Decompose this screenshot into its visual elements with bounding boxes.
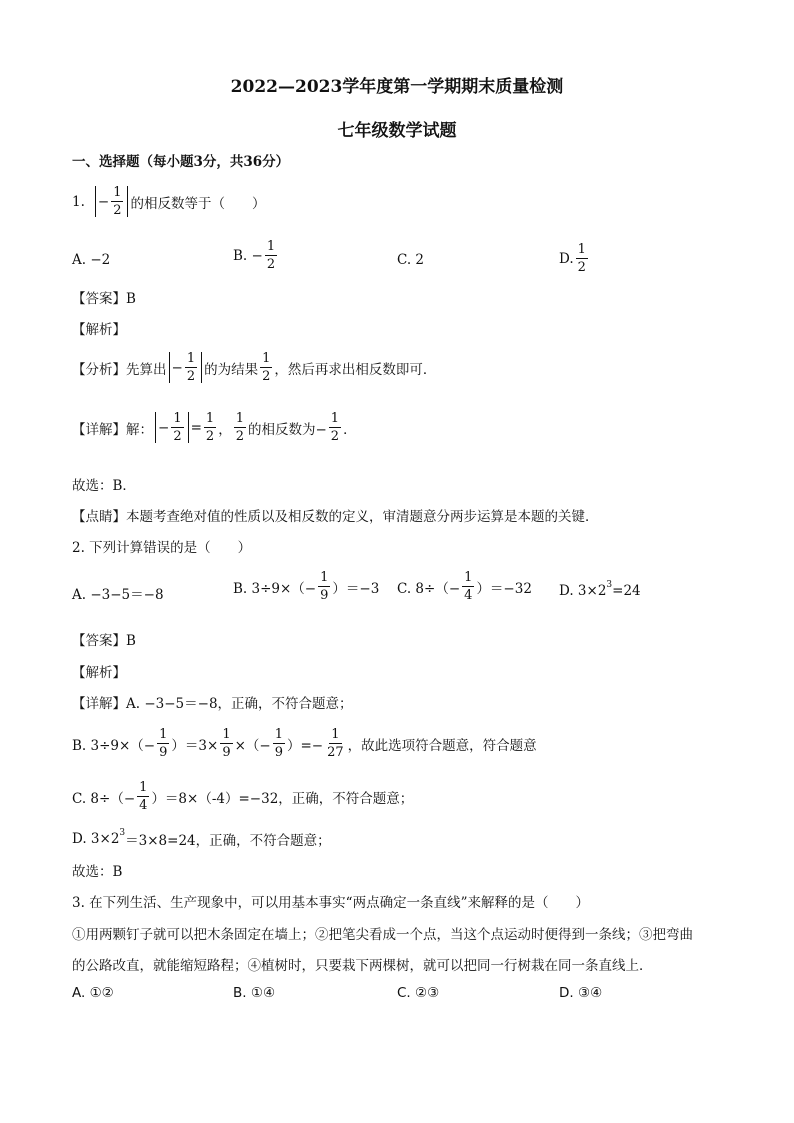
question-number: 1. — [72, 193, 85, 210]
q1-answer: 【答案】B — [72, 291, 136, 307]
option-text: B. 3÷9×（− — [233, 580, 317, 597]
fraction — [204, 412, 216, 443]
minus-sign: − — [158, 419, 170, 436]
text: ）＝8×（-4）=−32，正确，不符合题意； — [151, 790, 414, 807]
denominator: 9 — [222, 745, 231, 760]
option-text: =24 — [612, 583, 641, 599]
exponent: 3 — [606, 580, 613, 590]
fraction — [260, 352, 272, 383]
text: ）＝3× — [171, 737, 219, 754]
text: ×（− — [234, 737, 271, 754]
fraction — [137, 781, 149, 812]
q3-option-d: D. ③④ — [559, 985, 603, 1001]
q2-option-b — [233, 571, 379, 602]
text: C. 8÷（− — [72, 790, 136, 807]
denominator: 2 — [577, 260, 586, 275]
denominator: 4 — [464, 588, 473, 603]
q2-detail-c — [72, 781, 413, 812]
denominator: 2 — [186, 369, 196, 384]
numerator: 1 — [464, 570, 473, 585]
denominator: 9 — [274, 745, 283, 760]
text: 【分析】先算出 — [72, 361, 167, 378]
text: 的相反数为− — [247, 421, 327, 438]
numerator: 1 — [330, 411, 340, 426]
question-text: 的相反数等于（ ） — [130, 195, 266, 212]
numerator: 1 — [262, 351, 271, 366]
q1-fenxi — [72, 352, 436, 383]
denominator: 2 — [173, 429, 182, 444]
numerator: 1 — [320, 570, 329, 585]
question-2-stem: 2. 下列计算错误的是（ ） — [72, 540, 252, 556]
minus-sign: − — [171, 359, 183, 376]
minus-sign: − — [97, 193, 110, 210]
option-text: ）＝−3 — [332, 580, 380, 597]
document-page — [72, 0, 722, 1123]
option-text: C. 8÷（− — [397, 580, 461, 597]
numerator: 1 — [113, 185, 122, 200]
q2-option-c — [397, 571, 532, 602]
q3-option-a: A. ①② — [72, 985, 114, 1001]
fraction — [318, 571, 330, 602]
option-text: ）＝−32 — [476, 580, 532, 597]
denominator: 2 — [262, 369, 271, 384]
question-3-body-line-2: 的公路改直，就能缩短路程；④植树时，只要栽下两棵树，就可以把同一行树栽在同一条直线上． — [72, 958, 653, 974]
question-3-stem: 3. 在下列生活、生产现象中，可以用基本事实“两点确定一条直线”来解释的是（ ） — [72, 895, 589, 911]
denominator: 9 — [159, 745, 168, 760]
text: D. 3×2 — [72, 831, 120, 847]
q1-analysis-label: 【解析】 — [72, 322, 126, 338]
absolute-value-expression — [95, 186, 129, 217]
numerator: 1 — [331, 727, 340, 742]
text: ＝3×8=24，正确，不符合题意； — [125, 833, 331, 849]
numerator: 1 — [205, 411, 215, 426]
fraction — [462, 571, 474, 602]
q3-option-c: C. ②③ — [397, 985, 440, 1001]
numerator: 1 — [173, 411, 182, 426]
numerator: 1 — [266, 239, 276, 254]
numerator: 1 — [235, 411, 244, 426]
q2-detail-d — [72, 829, 331, 849]
exponent: 3 — [119, 828, 126, 838]
fraction — [220, 728, 232, 759]
fraction — [185, 352, 197, 383]
numerator: 1 — [186, 351, 196, 366]
q1-option-b — [233, 240, 279, 271]
document-subtitle: 七年级数学试题 — [337, 121, 457, 141]
denominator: 4 — [139, 798, 148, 813]
q3-option-b: B. ①④ — [233, 985, 276, 1001]
q1-option-c: C. 2 — [397, 252, 425, 268]
denominator: 2 — [266, 257, 276, 272]
fraction — [111, 186, 123, 217]
q1-option-d — [559, 243, 590, 274]
text: ． — [343, 421, 357, 438]
text: ，然后再求出相反数即可． — [274, 361, 437, 378]
q2-analysis-label: 【解析】 — [72, 665, 126, 681]
q1-detail — [72, 412, 357, 443]
q2-choose: 故选：B — [72, 864, 123, 880]
denominator: 27 — [327, 745, 344, 760]
option-text: D. 3×2 — [559, 583, 607, 599]
numerator: 1 — [159, 727, 168, 742]
q2-detail-b — [72, 728, 537, 759]
question-3-body-line-1: ①用两颗钉子就可以把木条固定在墙上；②把笔尖看成一个点，当这个点运动时便得到一条线；③把弯曲 — [72, 927, 693, 943]
absolute-value-expression — [155, 412, 189, 443]
numerator: 1 — [577, 242, 586, 257]
numerator: 1 — [274, 727, 283, 742]
fraction — [576, 243, 588, 274]
text: 【详解】解： — [72, 421, 153, 438]
q1-option-a: A. −2 — [72, 252, 111, 268]
denominator: 9 — [320, 588, 329, 603]
document-title: 2022—2023学年度第一学期期末质量检测 — [230, 77, 564, 97]
fraction — [265, 240, 277, 271]
option-label: D. — [559, 250, 574, 267]
numerator: 1 — [222, 727, 231, 742]
q2-answer: 【答案】B — [72, 633, 136, 649]
denominator: 2 — [330, 429, 340, 444]
option-label: B. − — [233, 247, 263, 264]
section-heading: 一、选择题（每小题3分，共36分） — [72, 154, 290, 170]
absolute-value-expression — [169, 352, 203, 383]
text: ， — [218, 421, 232, 438]
q1-choose: 故选：B． — [72, 478, 136, 494]
q2-detail-a: 【详解】A. −3−5＝−8，正确，不符合题意； — [72, 696, 353, 712]
numerator: 1 — [139, 780, 148, 795]
text: ）=− — [287, 737, 324, 754]
q1-dianjing: 【点睛】本题考查绝对值的性质以及相反数的定义，审清题意分两步运算是本题的关键． — [72, 509, 599, 525]
fraction — [273, 728, 285, 759]
equals-sign: = — [190, 419, 202, 436]
fraction — [325, 728, 346, 759]
text: B. 3÷9×（− — [72, 737, 156, 754]
text: ，故此选项符合题意，符合题意 — [347, 737, 537, 754]
denominator: 2 — [205, 429, 215, 444]
text: 的为结果 — [204, 361, 259, 378]
fraction — [329, 412, 341, 443]
question-1-stem — [72, 186, 265, 217]
q2-option-a: A. −3−5＝−8 — [72, 587, 164, 603]
denominator: 2 — [113, 203, 122, 218]
fraction — [157, 728, 169, 759]
denominator: 2 — [235, 429, 244, 444]
fraction — [234, 412, 246, 443]
fraction — [171, 412, 183, 443]
q2-option-d — [559, 580, 641, 599]
